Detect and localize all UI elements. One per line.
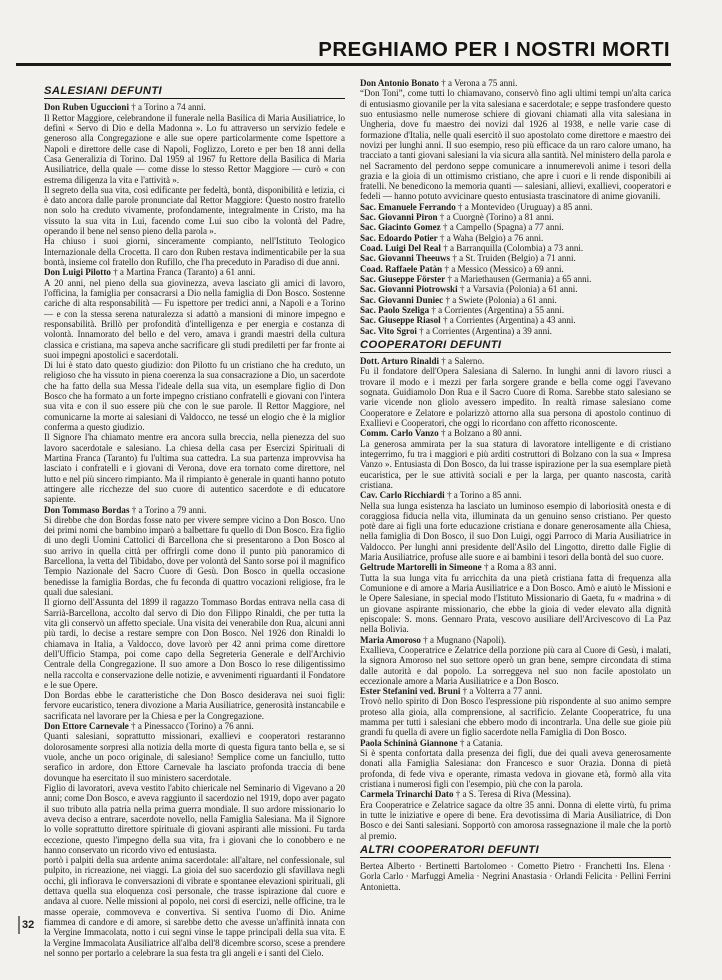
entry-detail: † a Pinessacco (Torino) a 76 anni. <box>131 721 254 732</box>
entry-text: Trovò nello spirito di Don Bosco l'espressione più rispondente al suo animo sempre proteso alla gioia, alla comprensione, al sacrificio. Zelante Cooperatrice, fu una mamma per tutti i salesiani che ebbero modo di incontrarla. Una delle sue gioie più grandi fu quella di avere un figlio sacerdote nella Famiglia di Don Bosco. <box>360 696 671 738</box>
entry-text: Si è spenta confortata dalla presenza dei figli, due dei quali aveva generosamente donati alla Famiglia Salesiana: don Francesco e suor Orazia. Donna di pietà profonda, di fede viva e operante, rimasta vedova in giovane età, formò alla vita cristiana i numerosi figli con l'esempio, più che con la parola. <box>360 748 671 789</box>
entry-text: Fu il fondatore dell'Opera Salesiana di Salerno. In lunghi anni di lavoro riuscì a trovare il modo e i mezzi per farla sorgere grande e bella come oggi l'avevano sognata. Guidiamolo Don Rua e il Sacro Cuore di Roma. Sarebbe stato salesiano se varie vicende non gliolo avessero impedito. In realtà rimase salesiano come Cooperatore e Zelatore e polarizzò attorno alla sua persona di apostolo continuo di Exallievi e Cooperatori, che oggi lo ricordano con affetto riconoscente. <box>360 366 671 428</box>
entry-text: Tutta la sua lunga vita fu arricchita da una pietà cristiana fatta di frequenza alla Comunione e di amore a Maria Ausiliatrice e a Don Bosco. Amò e aiutò le Missioni e le Opere Salesiane, in special modo l'Istituto Missionario di Gaeta, fu « madrina » di un giovane aspirante missionario, che ebbe la gioia di veder elevato alla dignità episcopale: S. mons. Gennaro Prata, vescovo ausiliare dell'Arcivescovo di La Paz nella Bolivia. <box>360 572 671 635</box>
entry-detail: † a Torino a 85 anni. <box>446 490 522 501</box>
obituary-entry <box>360 356 671 366</box>
obituary-entry <box>360 222 671 232</box>
entry-name: Sac. Giovanni Duniec <box>360 294 444 305</box>
entry-paragraph: Ha chiuso i suoi giorni, sinceramente compianto, nell'Istituto Teologico Internazionale della Crocetta. Il caro don Ruben restava indimenticabile per la sua bontà, insieme col fratello don Rufillo, che l'ha preceduto in Paradiso di due anni. <box>44 236 345 267</box>
entry-detail: † a Torino a 79 anni. <box>131 504 207 515</box>
entry-name: Sac. Giuseppe Riasol <box>360 315 441 326</box>
entry-detail: † a Corrientes (Argentina) a 39 anni. <box>419 325 552 336</box>
entry-detail: † a Barranquilla (Colombia) a 73 anni. <box>443 243 584 253</box>
entry-paragraph: Don Bordas ebbe le caratteristiche che Don Bosco desiderava nei suoi figli: fervore eucaristico, tenera divozione a Maria Ausiliatrice, generosità instancabile e sacrificata nel lavorare per la Chiesa e per la Congregazione. <box>44 690 345 721</box>
entry-text: La generosa ammirata per la sua statura di lavoratore intelligente e di cristiano integerrimo, fu tra i maggiori e più arditi costruttori di Bolzano con la sua « Impresa Vanzo ». Entusiasta di Don Bosco, da lui trasse ispirazione per la sua esemplare pietà eucaristica, per le sue attività sociali e per la larga, per quanto nascosta, carità cristiana. <box>360 438 671 490</box>
entry-name: Sac. Giacinto Gomez <box>360 222 441 233</box>
entry-detail: † a Corrientes (Argentina) a 55 anni. <box>431 304 565 315</box>
obituary-entry <box>360 738 671 748</box>
entry-name: Comm. Carlo Vanzo <box>360 428 439 439</box>
entry-name: Ester Stefanini ved. Bruni <box>360 686 461 697</box>
entry-detail: † a Waha (Belgio) a 76 anni. <box>439 232 544 243</box>
entry-detail: † a Verona a 75 anni. <box>441 78 518 88</box>
entry-paragraph: Di lui è stato dato questo giudizio: don Pilotto fu un cristiano che ha creduto, un religioso che ha vissuto in piena coerenza la sua consacrazione a Dio, un sacerdote che ha fatto della sua Messa l'ideale della sua vita, un esemplare figlio di Don Bosco che ha formato a un forte impegno cristiano confratelli e giovani con l'intera sua vita e con il suo essere più che con le sue parole. Il Rettor Maggiore, nel comunicarne la morte ai salesiani di Valdocco, ne tessé un elogio che è la miglior conferma a questo giudizio. <box>44 360 345 432</box>
obituary-entry <box>360 635 671 645</box>
entry-paragraph: portò i palpiti della sua ardente anima sacerdotale: all'altare, nel confessionale, sul pulpito, in ricreazione, nei viaggi. La gioia del suo sacerdozio gli sfavillava negli occhi, gli infiorava le conversazioni di vibrate e spontanee elevazioni spirituali, gli dettava quella sua eloquenza così personale, che trasse ispirazione dal cuore e andava al cuore. Nelle missioni al popolo, nei corsi di esercizi, nelle officine, tra le masse operaie, commoveva e convertiva. Si sentiva l'uomo di Dio. Anime fiammea di candore e di amore, si sarebbe detto che avesse un'affinità innata con la Vergine Immacolata, notto i cui segni vinse le tappe principali della sua vita. E la Vergine Immacolata Ausiliatrice all'alba dell'8 dicembre scorso, scese a prendere nel sonno per portarlo a celebrare la sua festa tra gli angeli e i santi del Cielo. <box>44 855 345 958</box>
page-number: 32 <box>22 919 35 931</box>
obituary-entry <box>360 326 671 336</box>
entry-name: Coad. Raffaele Patàn <box>360 263 443 274</box>
entry-detail: † a Volterra a 77 anni. <box>462 686 543 697</box>
entry-detail: † a Catania. <box>459 737 503 748</box>
obituary-entry <box>360 78 671 88</box>
obituary-entry <box>360 264 671 274</box>
entry-text: Exallieva, Cooperatrice e Zelatrice della porzione più cara al Cuore di Gesù, i malati, la signora Amoroso nel suo settore operò un gran bene, sempre circondata di stima dalle autorità e dal popolo. La sorreggeva nel suo non facile apostolato un eccezionale amore a Maria Ausiliatrice e a Don Bosco. <box>360 644 671 686</box>
entry-name: Sac. Edoardo Potier <box>360 232 438 243</box>
entry-name: Carmela Trinarchi Dato <box>360 789 454 800</box>
entry-name: Don Tommaso Bordas <box>44 504 130 515</box>
entry-detail: † a Salerno. <box>441 356 485 367</box>
entry-detail: † a Mariethausen (Germania) a 65 anni. <box>447 273 592 284</box>
entry-detail: † a Torino a 74 anni. <box>131 102 206 113</box>
other-cooperators-list: Bertea Alberto · Bertinetti Bartolomeo · Cometto Pietro · Franchetti Ins. Elena · Gorla Carlo · Marfuggi Amelia · Negrini Anastasia · Orlandi Felicita · Pellini Ferrini Antonietta. <box>360 861 671 892</box>
entry-name: Sac. Paolo Szeliga <box>360 304 430 315</box>
entry-paragraph: Figlio di lavoratori, aveva vestito l'abito chiericale nel Seminario di Vigevano a 20 anni; come Don Bosco, e aveva raggiunto il sacerdozio nel 1919, dopo aver pagato il suo tributo alla patria nella prima guerra mondiale. Il suo ardore missionario lo aveva deciso a entrare, sacerdote novello, nella Famiglia Salesiana. Ma il Signore lo volle soprattutto direttore spirituale di giovani aspiranti alle missioni. Fu tarda eccezione, questo l'impegno della sua vita, fra i giovani che lo conobbero e ne hanno conservato un ricordo vivo ed entusiasta. <box>44 782 345 855</box>
entry-detail: † a Swiete (Polonia) a 61 anni. <box>445 294 557 305</box>
entry-detail: † a Bolzano a 80 anni. <box>440 428 522 439</box>
entry-text: Nella sua lunga esistenza ha lasciato un luminoso esempio di laboriosità onesta e di coraggiosa fiducia nella vita, illuminata da un genuino senso cristiano. Per questo potè dare ai figli una forte educazione cristiana e donare generosamente alla Chiesa, nella famiglia di Don Bosco, il suo Don Luigi, oggi Parroco di Maria Ausiliatrice in Valdocco. Per lunghi anni presidente dell'Asilo del Lingotto, diretto dalle Figlie di Maria Ausiliatrice, profuse alle suore e ai bambini i tesori della bontà del suo cuore. <box>360 500 671 563</box>
entry-name: Don Luigi Pilotto <box>44 267 111 278</box>
entry-detail: † a Martina Franca (Taranto) a 61 anni. <box>113 267 256 278</box>
title-rule <box>16 63 671 66</box>
section-heading-altri: ALTRI COOPERATORI DEFUNTI <box>360 845 671 858</box>
entry-name: Sac. Giovanni Piron <box>360 212 438 223</box>
obituary-entry <box>360 428 671 438</box>
left-column <box>44 78 345 958</box>
obituary-entry <box>360 686 671 696</box>
obituary-entry <box>44 505 345 515</box>
section-heading-cooperatori: COOPERATORI DEFUNTI <box>360 340 671 353</box>
entry-name: Sac. Giovanni Piotrowski <box>360 284 458 295</box>
entry-name: Geltrude Martorelli in Simeone <box>360 562 482 573</box>
entry-name: Don Antonio Bonato <box>360 78 439 88</box>
section-heading-salesiani: SALESIANI DEFUNTI <box>44 86 345 99</box>
entry-detail: † a Mugnano (Napoli). <box>423 634 507 645</box>
obituary-entry <box>360 305 671 315</box>
entry-detail: † a Campello (Spagna) a 77 anni. <box>442 222 564 233</box>
right-column <box>360 78 671 892</box>
obituary-entry <box>360 490 671 500</box>
entry-name: Don Ruben Uguccioni <box>44 102 129 113</box>
obituary-entry <box>360 284 671 294</box>
entry-detail: † a Varsavia (Polonia) a 61 anni. <box>459 284 578 295</box>
entry-detail: † a S. Teresa di Riva (Messina). <box>455 789 572 800</box>
page-title: PREGHIAMO PER I NOSTRI MORTI <box>318 38 670 61</box>
entry-paragraph: Il giorno dell'Assunta del 1899 il ragazzo Tommaso Bordas entrava nella casa di Sarrià-Barcellona, accolto dal servo di Dio don Filippo Rinaldi, che per tutta la vita gli conservò un affetto speciale. Una visita dei venerabile don Rua, alcuni anni più tardi, lo decise a restare sempre con Don Bosco. Nel 1926 don Rinaldi lo chiamava in Italia, a Valdocco, dove lavorò per 42 anni prima come direttore dell'Ufficio Stampa, poi come capo della Segreteria Generale e dell'Archivio Centrale della Congregazione. Il suo amore a Don Bosco lo rese diligentissimo nella raccolta e conservazione delle notizie, e avvenimenti riguardanti il Fondatore e le sue Opere. <box>44 597 345 690</box>
entry-paragraph: Il Rettor Maggiore, celebrandone il funerale nella Basilica di Maria Ausiliatrice, lo definì « Servo di Dio e della Madonna ». Lo fu attraverso un servizio fedele e generoso alla Congregazione e alle sue opere particolarmente come Ispettore a Napoli e direttore delle case di Napoli, Foglizzo, Loreto e per ben 18 anni della Casa Generalizia di Torino. Dal 1959 al 1967 fu Rettore della Basilica di Maria Ausiliatrice, della quale — come disse lo stesso Rettor Maggiore — curò « con estrema diligenza la vita e l'attività ». <box>44 112 345 185</box>
entry-text: Era Cooperatrice e Zelatrice sagace da oltre 35 anni. Donna di elette virtù, fu prima in tutte le iniziative e opere di bene. Era devotissima di Maria Ausiliatrice, di Don Bosco e dei Santi salesiani. Sopportò con amorosa rassegnazione il male che la portò al premio. <box>360 799 671 841</box>
entry-detail: † a Messico (Messico) a 69 anni. <box>444 263 564 274</box>
obituary-entry <box>360 789 671 799</box>
entry-name: Don Ettore Carnevale <box>44 721 129 732</box>
obituary-entry <box>360 253 671 263</box>
entry-name: Maria Amoroso <box>360 634 421 645</box>
obituary-entry <box>360 202 671 212</box>
entry-paragraph: Il segreto della sua vita, così edificante per fedeltà, bontà, disponibilità e letizia, ci è dato ancora dalle parole pronunciate dal Rettor Maggiore: Questo nostro fratello non solo ha creduto vivamente, profondamente, integralmente in Cristo, ma ha vissuto la sua vita in Lui, facendo come Lui suo cibo la volontà del Padre, operando il bene nel senso pieno della parola ». <box>44 184 345 237</box>
entry-name: Sac. Giovanni Theeuws <box>360 253 451 264</box>
entry-detail: † a Roma a 83 anni. <box>483 562 557 573</box>
entry-paragraph: Quanti salesiani, soprattutto missionari, exallievi e cooperatori restaranno dolorosamente sorpresi alla notizia della morte di questa figura tanto bella e, se si vuole, anche un poco originale, di salesiano! Semplice come un fanciullo, tutto serafico in ardore, don Ettore Carnevale ha lasciato profonda traccia di bene dovunque ha esercitato il suo ministero sacerdotale. <box>44 731 345 783</box>
obituary-entry <box>360 243 671 253</box>
obituary-entry <box>44 267 345 277</box>
entry-name: Dott. Arturo Rinaldi <box>360 356 439 367</box>
entry-paragraph: A 20 anni, nel pieno della sua giovinezza, aveva lasciato gli amici di lavoro, l'officina, la famiglia per consacrarsi a Dio nella famiglia di Don Bosco. Sostenne cariche di alta responsabilità — Fu ispettore per tredici anni, a Napoli e a Torino — e con la stessa serena naturalezza si adattò a mansioni di minore impegno e responsabilità. Brillò per profondità d'intelligenza e per energia e costanza di volontà. Innamorato del bello e del vero, amava i grandi maestri della cultura classica e cristiana, ma sapeva anche sacrificare gli studi prediletti per far fronte ai suoi impegni apostolici e sacerdotali. <box>44 277 345 360</box>
entry-paragraph: “Don Toni”, come tutti lo chiamavano, conservò fino agli ultimi tempi un'alta carica di entusiasmo giovanile per la vita salesiana e sacerdotale; e seppe trasfondere questo suo entusiasmo nelle numerose schiere di giovani chiamati alla vita salesiana in Ungheria, dove fu maestro dei novizi dal 1926 al 1938, e nelle varie case di formazione d'Italia, nelle quali esercitò il suo apostolato come direttore e maestro dei novizi per lunghi anni. Il suo esempio, reso più efficace da un raro calore umano, ha tracciato a tanti giovani salesiani la via sicura alla santità. Nel ministero della parola e nel Sacramento del perdono seppe comunicare a innumerevoli anime i tesori della grazia e la gioia di un ottimismo cristiano, che apre i cuori e li rende disponibili ai fratelli. Ne benedicono la memoria quanti — salesiani, allievi, exallievi, cooperatori e fedeli — hanno potuto avvicinare questo entusiasta trascinatore di anime giovanili. <box>360 88 671 202</box>
obituary-entry <box>360 274 671 284</box>
entry-name: Sac. Giuseppe Förster <box>360 273 446 284</box>
entry-name: Sac. Emanuele Ferrando <box>360 201 456 212</box>
margin-mark <box>18 916 20 934</box>
entry-paragraph: Si direbbe che don Bordas fosse nato per vivere sempre vicino a Don Bosco. Uno dei primi nomi che bambino imparò a balbettare fu quello di Don Bosco. Era figlio di uno degli Uomini Cattolici di Barcellona che si presentarono a Don Bosco al suo arrivo in quella città per offrirgli come dono il punto più panoramico di Barcellona, la vetta del Tibidabo, dove per volontà del Santo sorse poi il magnifico Tempio Nazionale del Sacro Cuore di Gesù. Don Bosco in quella occasione benedisse la famiglia Bordas, che fu feconda di quattro vocazioni religiose, fra le quali due salesiani. <box>44 514 345 597</box>
entry-name: Cav. Carlo Ricchiardi <box>360 490 445 501</box>
entry-detail: † a Cuorgnè (Torino) a 81 anni. <box>439 212 554 223</box>
entry-detail: † a St. Truiden (Belgio) a 71 anni. <box>452 253 576 264</box>
obituary-entry <box>360 233 671 243</box>
obituary-entry <box>44 102 345 112</box>
entry-name: Coad. Luigi Del Real <box>360 243 441 253</box>
entry-paragraph: Il Signore l'ha chiamato mentre era ancora sulla breccia, nella pienezza del suo lavoro sacerdotale e salesiano. La chiesa della casa per Esercizi Spirituali di Martina Franca (Taranto) fu l'ultima sua cattedra. La sua partenza improvvisa ha lasciato i confratelli e i giovani di Verona, dove era tornato come direttore, nel lutto e nel più sincero rimpianto. Ma il rimpianto è generale in quanti hanno potuto attingere alle ricchezze del suo cuore di autentico sacerdote e di educatore sapiente. <box>44 432 345 505</box>
obituary-entry <box>360 315 671 325</box>
entry-name: Paola Schininà Giannone <box>360 737 458 748</box>
obituary-entry <box>44 721 345 731</box>
obituary-entry <box>360 562 671 572</box>
obituary-entry <box>360 295 671 305</box>
entry-detail: † a Montevideo (Uruguay) a 85 anni. <box>458 201 593 212</box>
obituary-entry <box>360 212 671 222</box>
entry-detail: † a Corrientes (Argentina) a 43 anni. <box>442 315 576 326</box>
entry-name: Sac. Vito Sgroi <box>360 325 417 336</box>
